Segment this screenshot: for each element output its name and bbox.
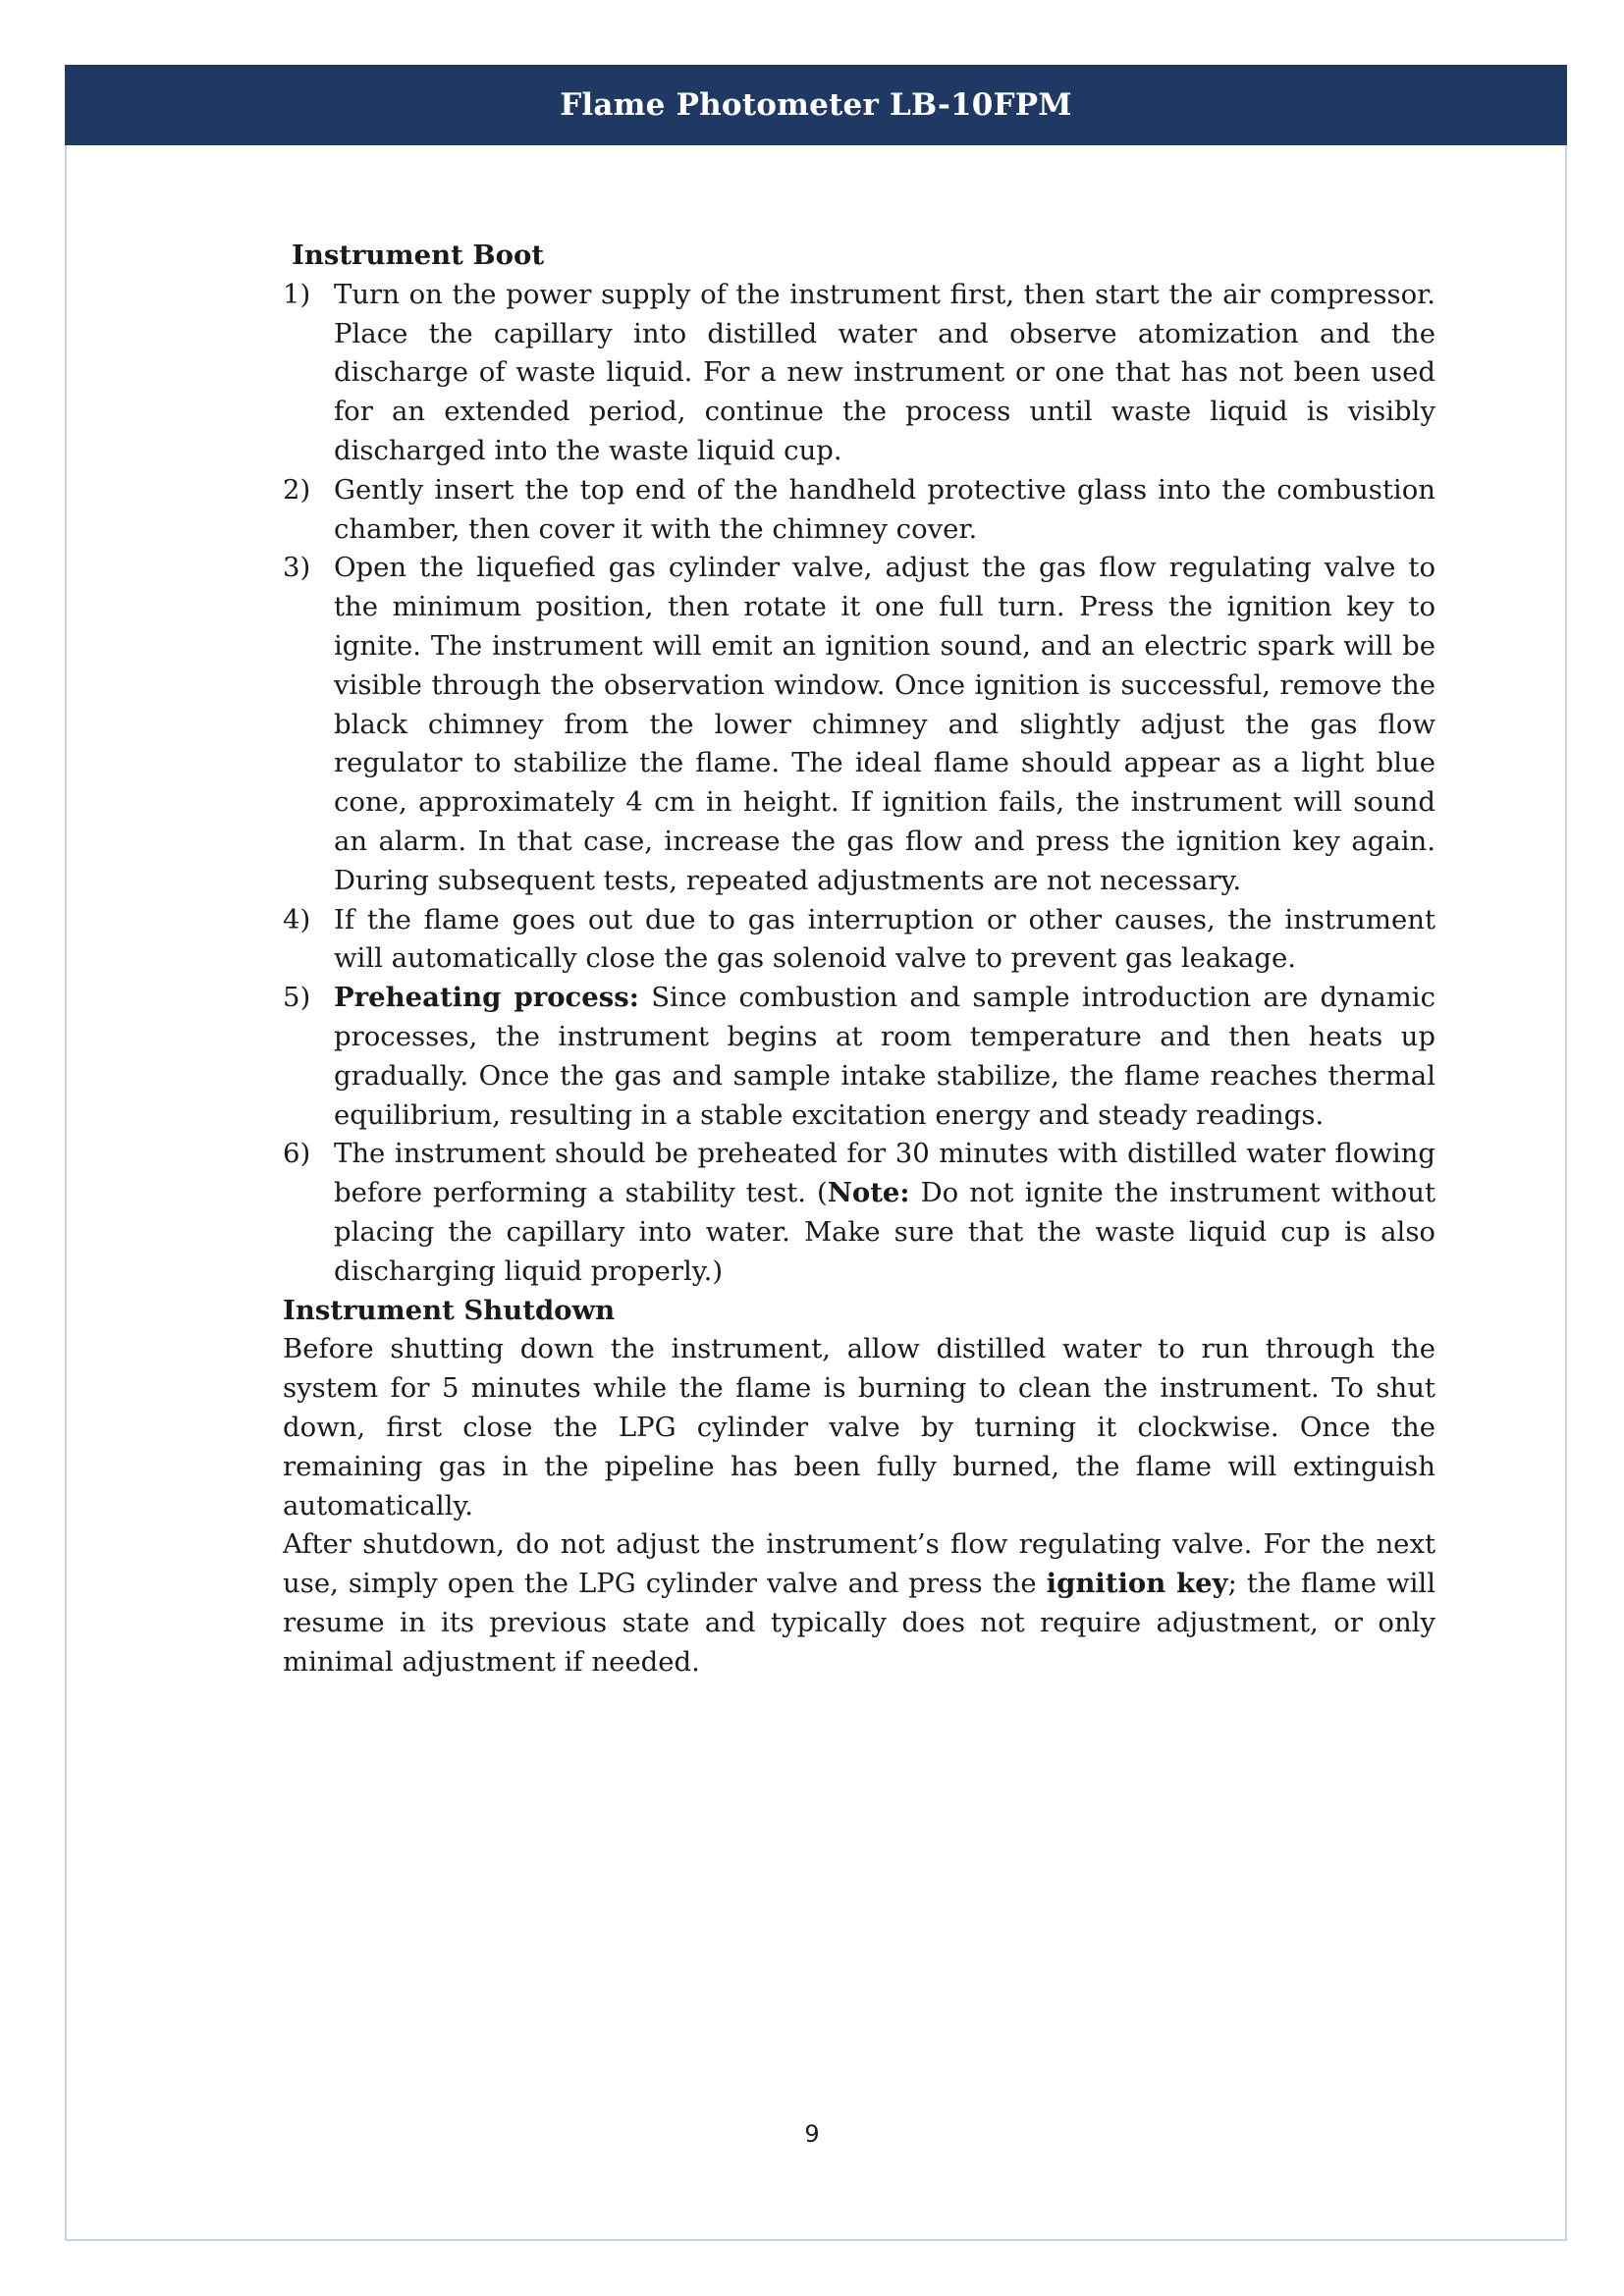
paragraph-text: After shutdown, do not adjust the instrument’s flow regulating valve. For the next use, simply open the LPG cylinder valve and press the	[283, 1528, 1435, 1600]
shutdown-paragraph-2	[283, 1525, 1435, 1682]
list-item	[283, 979, 1435, 1135]
list-item	[283, 901, 1435, 980]
list-item-text: If the flame goes out due to gas interruption or other causes, the instrument will automatically close the gas solenoid valve to prevent gas leakage.	[334, 903, 1435, 975]
list-item-text: The instrument should be preheated for 30 minutes with distilled water flowing before performing a stability test. (	[334, 1138, 1435, 1209]
page-content	[283, 237, 1435, 1682]
list-item	[283, 1135, 1435, 1291]
list-item-number: 4)	[283, 903, 311, 935]
section-heading-instrument-boot: Instrument Boot	[292, 240, 545, 271]
list-item-text: Since combustion and sample introduction are dynamic processes, the instrument begins at room temperature and then heats up gradually. Once the gas and sample intake stabilize, the flame reaches thermal equilibrium, resulting in a stable excitation energy and steady readings.	[334, 982, 1435, 1131]
list-item-number: 5)	[283, 982, 311, 1014]
bold-term-preheating: Preheating process:	[334, 982, 639, 1014]
bold-term-note: Note:	[827, 1177, 910, 1209]
list-item-number: 2)	[283, 473, 311, 506]
shutdown-paragraph-1: Before shutting down the instrument, allow distilled water to run through the system for 5 minutes while the flame is burning to clean the instrument. To shut down, first close the LPG cylinder valve by turning it clockwise. Once the remaining gas in the pipeline has been fully burned, the flame will extinguish automatically.	[283, 1333, 1435, 1522]
document-title: Flame Photometer LB-10FPM	[560, 87, 1072, 123]
page-number: 9	[804, 2120, 820, 2148]
boot-steps-list	[283, 276, 1435, 1292]
list-item	[283, 276, 1435, 471]
paragraph-text: ; the flame will resume in its previous state and typically does not require adjustment, or only minimal adjustment if needed.	[283, 1568, 1435, 1678]
list-item-text: Open the liquefied gas cylinder valve, adjust the gas flow regulating valve to the minimum position, then rotate it one full turn. Press the ignition key to ignite. The instrument will emit an ignition sound, and an electric spark will be visible through the observation window. Once ignition is successful, remove the black chimney from the lower chimney and slightly adjust the gas flow regulator to stabilize the flame. The ideal flame should appear as a light blue cone, approximately 4 cm in height. If ignition fails, the instrument will sound an alarm. In that case, increase the gas flow and press the ignition key again. During subsequent tests, repeated adjustments are not necessary.	[334, 552, 1435, 896]
list-item	[283, 471, 1435, 550]
list-item-text: Gently insert the top end of the handheld protective glass into the combustion chamber, then cover it with the chimney cover.	[334, 473, 1435, 545]
section-heading-instrument-shutdown: Instrument Shutdown	[283, 1294, 616, 1326]
header-bar	[65, 65, 1567, 145]
list-item-text: Turn on the power supply of the instrument first, then start the air compressor. Place the capillary into distilled water and observe atomization and the discharge of waste liquid. For a new instrument or one that has not been used for an extended period, continue the process until waste liquid is visibly discharged into the waste liquid cup.	[334, 278, 1435, 466]
list-item-text: Do not ignite the instrument without placing the capillary into water. Make sure that the waste liquid cup is also discharging liquid properly.)	[334, 1177, 1435, 1287]
list-item-number: 1)	[283, 278, 311, 310]
bold-term-ignition-key: ignition key	[1046, 1568, 1228, 1600]
list-item	[283, 549, 1435, 900]
list-item-number: 3)	[283, 552, 311, 584]
list-item-number: 6)	[283, 1138, 311, 1170]
